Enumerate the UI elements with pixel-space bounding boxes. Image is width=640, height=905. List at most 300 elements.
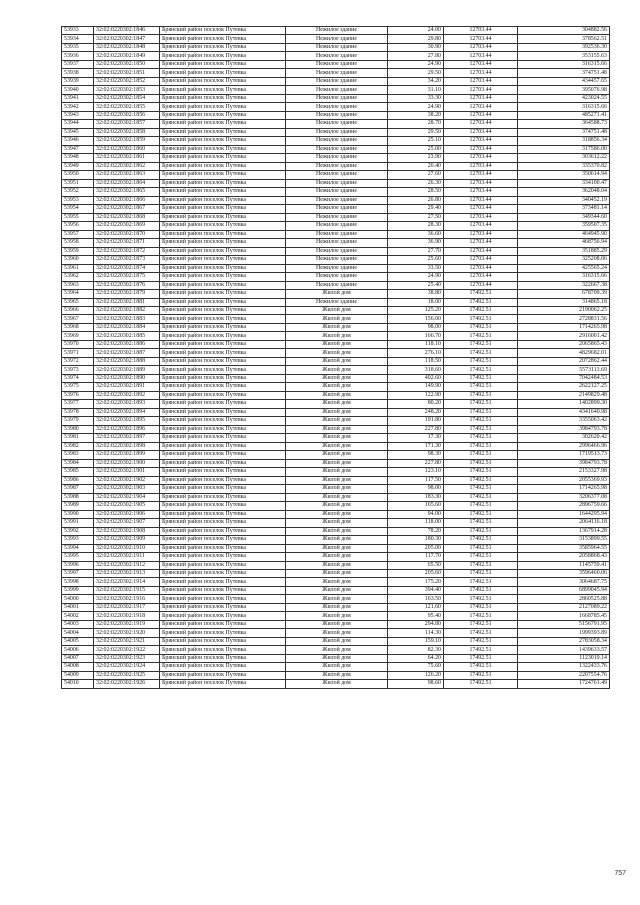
row-number-cell: 53994 <box>62 544 94 552</box>
cadastral-number-cell: 32:02:0220302:1910 <box>94 544 160 552</box>
address-cell: Брянский район поселок Путевка <box>160 612 286 620</box>
table-row <box>62 544 610 552</box>
area-cell: 159.10 <box>388 637 444 645</box>
object-type-cell: Нежилое здание <box>286 213 388 221</box>
object-type-cell: Нежилое здание <box>286 111 388 119</box>
area-cell: 28.50 <box>388 188 444 196</box>
table-row <box>62 137 610 145</box>
cadastral-value-cell: 374751.48 <box>518 69 610 77</box>
table-row <box>62 637 610 645</box>
row-number-cell: 53986 <box>62 476 94 484</box>
cadastral-number-cell: 32:02:0220302:1913 <box>94 570 160 578</box>
table-row <box>62 374 610 382</box>
address-cell: Брянский район поселок Путевка <box>160 366 286 374</box>
cadastral-number-cell: 32:02:0220302:1924 <box>94 663 160 671</box>
object-type-cell: Жилой дом <box>286 680 388 688</box>
cadastral-number-cell: 32:02:0220302:1882 <box>94 306 160 314</box>
address-cell: Брянский район поселок Путевка <box>160 442 286 450</box>
row-number-cell: 53995 <box>62 553 94 561</box>
area-cell: 25.60 <box>388 256 444 264</box>
row-number-cell: 53937 <box>62 60 94 68</box>
cadastral-value-cell: 2728831.56 <box>518 315 610 323</box>
object-type-cell: Нежилое здание <box>286 145 388 153</box>
cadastral-value-cell: 350614.94 <box>518 171 610 179</box>
unit-value-cell: 12703.44 <box>444 94 518 102</box>
area-cell: 94.00 <box>388 510 444 518</box>
cadastral-value-cell: 464945.90 <box>518 230 610 238</box>
unit-value-cell: 17492.51 <box>444 374 518 382</box>
cadastral-value-cell: 2064116.18 <box>518 519 610 527</box>
cadastral-value-cell: 1644295.94 <box>518 510 610 518</box>
cadastral-number-cell: 32:02:0220302:1907 <box>94 519 160 527</box>
row-number-cell: 53946 <box>62 137 94 145</box>
object-type-cell: Жилой дом <box>286 340 388 348</box>
area-cell: 27.50 <box>388 213 444 221</box>
area-cell: 180.30 <box>388 536 444 544</box>
cadastral-value-cell: 303612.22 <box>518 154 610 162</box>
table-row <box>62 510 610 518</box>
cadastral-number-cell: 32:02:0220302:1886 <box>94 340 160 348</box>
table-row <box>62 213 610 221</box>
cadastral-number-cell: 32:02:0220302:1925 <box>94 671 160 679</box>
address-cell: Брянский район поселок Путевка <box>160 230 286 238</box>
page-number: 757 <box>614 870 626 877</box>
table-row <box>62 103 610 111</box>
unit-value-cell: 17492.51 <box>444 459 518 467</box>
row-number-cell: 53964 <box>62 290 94 298</box>
area-cell: 294.80 <box>388 620 444 628</box>
cadastral-value-cell: 340452.19 <box>518 196 610 204</box>
table-row <box>62 323 610 331</box>
row-number-cell: 54000 <box>62 595 94 603</box>
cadastral-value-cell: 4341640.98 <box>518 408 610 416</box>
row-number-cell: 53980 <box>62 425 94 433</box>
row-number-cell: 53944 <box>62 120 94 128</box>
unit-value-cell: 17492.51 <box>444 544 518 552</box>
area-cell: 118.00 <box>388 519 444 527</box>
cadastral-value-cell: 2058868.43 <box>518 553 610 561</box>
table-row <box>62 595 610 603</box>
object-type-cell: Жилой дом <box>286 476 388 484</box>
table-row <box>62 612 610 620</box>
unit-value-cell: 17492.51 <box>444 519 518 527</box>
address-cell: Брянский район поселок Путевка <box>160 459 286 467</box>
row-number-cell: 53993 <box>62 536 94 544</box>
cadastral-value-cell: 364588.73 <box>518 120 610 128</box>
address-cell: Брянский район поселок Путевка <box>160 485 286 493</box>
row-number-cell: 53978 <box>62 408 94 416</box>
row-number-cell: 54003 <box>62 620 94 628</box>
cadastral-number-cell: 32:02:0220302:1879 <box>94 290 160 298</box>
table-row <box>62 340 610 348</box>
area-cell: 114.30 <box>388 629 444 637</box>
address-cell: Брянский район поселок Путевка <box>160 239 286 247</box>
table-row <box>62 179 610 187</box>
address-cell: Брянский район поселок Путевка <box>160 400 286 408</box>
cadastral-number-cell: 32:02:0220302:1898 <box>94 442 160 450</box>
address-cell: Брянский район поселок Путевка <box>160 637 286 645</box>
unit-value-cell: 12703.44 <box>444 162 518 170</box>
area-cell: 27.70 <box>388 247 444 255</box>
unit-value-cell: 17492.51 <box>444 595 518 603</box>
cadastral-number-cell: 32:02:0220302:1906 <box>94 510 160 518</box>
row-number-cell: 53970 <box>62 340 94 348</box>
cadastral-number-cell: 32:02:0220302:1917 <box>94 603 160 611</box>
table-row <box>62 493 610 501</box>
table-row <box>62 120 610 128</box>
cadastral-number-cell: 32:02:0220302:1922 <box>94 646 160 654</box>
area-cell: 23.90 <box>388 154 444 162</box>
cadastral-number-cell: 32:02:0220302:1903 <box>94 485 160 493</box>
area-cell: 98.60 <box>388 680 444 688</box>
address-cell: Брянский район поселок Путевка <box>160 247 286 255</box>
table-row <box>62 357 610 365</box>
cadastral-number-cell: 32:02:0220302:1854 <box>94 94 160 102</box>
cadastral-number-cell: 32:02:0220302:1851 <box>94 69 160 77</box>
cadastral-number-cell: 32:02:0220302:1902 <box>94 476 160 484</box>
address-cell: Брянский район поселок Путевка <box>160 620 286 628</box>
cadastral-number-cell: 32:02:0220302:1849 <box>94 52 160 60</box>
area-cell: 26.80 <box>388 196 444 204</box>
object-type-cell: Жилой дом <box>286 357 388 365</box>
cadastral-number-cell: 32:02:0220302:1846 <box>94 27 160 35</box>
cadastral-value-cell: 1402899.30 <box>518 400 610 408</box>
row-number-cell: 53939 <box>62 77 94 85</box>
table-row <box>62 77 610 85</box>
address-cell: Брянский район поселок Путевка <box>160 94 286 102</box>
area-cell: 29.50 <box>388 128 444 136</box>
cadastral-number-cell: 32:02:0220302:1894 <box>94 408 160 416</box>
area-cell: 125.20 <box>388 306 444 314</box>
object-type-cell: Жилой дом <box>286 646 388 654</box>
unit-value-cell: 17492.51 <box>444 451 518 459</box>
object-type-cell: Жилой дом <box>286 654 388 662</box>
table-row <box>62 553 610 561</box>
address-cell: Брянский район поселок Путевка <box>160 510 286 518</box>
area-cell: 27.80 <box>388 52 444 60</box>
cadastral-value-cell: 304882.56 <box>518 27 610 35</box>
cadastral-value-cell: 1123019.14 <box>518 654 610 662</box>
unit-value-cell: 12703.44 <box>444 111 518 119</box>
table-row <box>62 519 610 527</box>
cadastral-value-cell: 3984793.78 <box>518 425 610 433</box>
cadastral-value-cell: 3064687.75 <box>518 578 610 586</box>
unit-value-cell: 17492.51 <box>444 502 518 510</box>
area-cell: 29.50 <box>388 69 444 77</box>
cadastral-number-cell: 32:02:0220302:1901 <box>94 468 160 476</box>
cadastral-value-cell: 468756.94 <box>518 239 610 247</box>
object-type-cell: Жилой дом <box>286 612 388 620</box>
unit-value-cell: 12703.44 <box>444 52 518 60</box>
object-type-cell: Жилой дом <box>286 434 388 442</box>
area-cell: 65.50 <box>388 561 444 569</box>
row-number-cell: 54010 <box>62 680 94 688</box>
cadastral-number-cell: 32:02:0220302:1888 <box>94 357 160 365</box>
object-type-cell: Жилой дом <box>286 536 388 544</box>
table-row <box>62 586 610 594</box>
table-row <box>62 145 610 153</box>
cadastral-value-cell: 678709.39 <box>518 290 610 298</box>
unit-value-cell: 12703.44 <box>444 213 518 221</box>
address-cell: Брянский район поселок Путевка <box>160 451 286 459</box>
area-cell: 36.90 <box>388 239 444 247</box>
cadastral-value-cell: 373481.14 <box>518 205 610 213</box>
cadastral-number-cell: 32:02:0220302:1892 <box>94 391 160 399</box>
area-cell: 183.30 <box>388 493 444 501</box>
row-number-cell: 53997 <box>62 570 94 578</box>
object-type-cell: Жилой дом <box>286 502 388 510</box>
cadastral-number-cell: 32:02:0220302:1874 <box>94 264 160 272</box>
row-number-cell: 53974 <box>62 374 94 382</box>
cadastral-number-cell: 32:02:0220302:1853 <box>94 86 160 94</box>
row-number-cell: 53933 <box>62 27 94 35</box>
cadastral-value-cell: 3585964.55 <box>518 544 610 552</box>
object-type-cell: Жилой дом <box>286 553 388 561</box>
area-cell: 117.50 <box>388 476 444 484</box>
table-row <box>62 349 610 357</box>
cadastral-number-cell: 32:02:0220302:1875 <box>94 273 160 281</box>
object-type-cell: Нежилое здание <box>286 120 388 128</box>
table-row <box>62 383 610 391</box>
cadastral-number-cell: 32:02:0220302:1920 <box>94 629 160 637</box>
area-cell: 24.90 <box>388 60 444 68</box>
cadastral-value-cell: 2916001.42 <box>518 332 610 340</box>
object-type-cell: Жилой дом <box>286 383 388 391</box>
address-cell: Брянский район поселок Путевка <box>160 196 286 204</box>
object-type-cell: Жилой дом <box>286 510 388 518</box>
cadastral-value-cell: 2065865.43 <box>518 340 610 348</box>
row-number-cell: 53976 <box>62 391 94 399</box>
cadastral-number-cell: 32:02:0220302:1852 <box>94 77 160 85</box>
object-type-cell: Нежилое здание <box>286 103 388 111</box>
cadastral-number-cell: 32:02:0220302:1914 <box>94 578 160 586</box>
table-row <box>62 154 610 162</box>
cadastral-value-cell: 5573113.69 <box>518 366 610 374</box>
area-cell: 28.30 <box>388 222 444 230</box>
row-number-cell: 53947 <box>62 145 94 153</box>
cadastral-value-cell: 325208.06 <box>518 256 610 264</box>
area-cell: 33.30 <box>388 94 444 102</box>
address-cell: Брянский район поселок Путевка <box>160 179 286 187</box>
unit-value-cell: 17492.51 <box>444 578 518 586</box>
table-row <box>62 570 610 578</box>
address-cell: Брянский район поселок Путевка <box>160 162 286 170</box>
cadastral-number-cell: 32:02:0220302:1897 <box>94 434 160 442</box>
unit-value-cell: 12703.44 <box>444 27 518 35</box>
address-cell: Брянский район поселок Путевка <box>160 391 286 399</box>
object-type-cell: Нежилое здание <box>286 60 388 68</box>
address-cell: Брянский район поселок Путевка <box>160 35 286 43</box>
area-cell: 33.50 <box>388 264 444 272</box>
object-type-cell: Жилой дом <box>286 425 388 433</box>
table-row <box>62 502 610 510</box>
area-cell: 318.60 <box>388 366 444 374</box>
unit-value-cell: 17492.51 <box>444 527 518 535</box>
address-cell: Брянский район поселок Путевка <box>160 663 286 671</box>
cadastral-number-cell: 32:02:0220302:1873 <box>94 256 160 264</box>
table-row <box>62 646 610 654</box>
unit-value-cell: 17492.51 <box>444 315 518 323</box>
cadastral-value-cell: 2149829.48 <box>518 391 610 399</box>
unit-value-cell: 12703.44 <box>444 86 518 94</box>
table-row <box>62 162 610 170</box>
row-number-cell: 53996 <box>62 561 94 569</box>
address-cell: Брянский район поселок Путевка <box>160 43 286 51</box>
cadastral-value-cell: 1999393.89 <box>518 629 610 637</box>
address-cell: Брянский район поселок Путевка <box>160 349 286 357</box>
unit-value-cell: 17492.51 <box>444 425 518 433</box>
cadastral-number-cell: 32:02:0220302:1921 <box>94 637 160 645</box>
address-cell: Брянский район поселок Путевка <box>160 69 286 77</box>
table-row <box>62 128 610 136</box>
address-cell: Брянский район поселок Путевка <box>160 603 286 611</box>
unit-value-cell: 12703.44 <box>444 69 518 77</box>
row-number-cell: 53991 <box>62 519 94 527</box>
area-cell: 78.20 <box>388 527 444 535</box>
table-row <box>62 196 610 204</box>
address-cell: Брянский район поселок Путевка <box>160 103 286 111</box>
cadastral-number-cell: 32:02:0220302:1890 <box>94 374 160 382</box>
unit-value-cell: 12703.44 <box>444 77 518 85</box>
table-row <box>62 400 610 408</box>
cadastral-value-cell: 4829682.01 <box>518 349 610 357</box>
table-row <box>62 264 610 272</box>
area-cell: 402.60 <box>388 374 444 382</box>
cadastral-value-cell: 2055369.93 <box>518 476 610 484</box>
address-cell: Брянский район поселок Путевка <box>160 273 286 281</box>
area-cell: 28.70 <box>388 120 444 128</box>
area-cell: 166.70 <box>388 332 444 340</box>
cadastral-number-cell: 32:02:0220302:1923 <box>94 654 160 662</box>
cadastral-number-cell: 32:02:0220302:1881 <box>94 298 160 306</box>
area-cell: 248.20 <box>388 408 444 416</box>
table-row <box>62 663 610 671</box>
unit-value-cell: 17492.51 <box>444 340 518 348</box>
cadastral-number-cell: 32:02:0220302:1861 <box>94 154 160 162</box>
address-cell: Брянский район поселок Путевка <box>160 544 286 552</box>
cadastral-number-cell: 32:02:0220302:1870 <box>94 230 160 238</box>
row-number-cell: 53962 <box>62 273 94 281</box>
cadastral-value-table <box>61 26 610 689</box>
object-type-cell: Нежилое здание <box>286 196 388 204</box>
unit-value-cell: 12703.44 <box>444 188 518 196</box>
address-cell: Брянский район поселок Путевка <box>160 553 286 561</box>
unit-value-cell: 17492.51 <box>444 663 518 671</box>
area-cell: 26.40 <box>388 162 444 170</box>
address-cell: Брянский район поселок Путевка <box>160 111 286 119</box>
cadastral-value-cell: 2996466.96 <box>518 442 610 450</box>
table-row <box>62 408 610 416</box>
table-row <box>62 94 610 102</box>
address-cell: Брянский район поселок Путевка <box>160 145 286 153</box>
table-row <box>62 27 610 35</box>
row-number-cell: 53968 <box>62 323 94 331</box>
unit-value-cell: 17492.51 <box>444 290 518 298</box>
area-cell: 163.50 <box>388 595 444 603</box>
object-type-cell: Жилой дом <box>286 459 388 467</box>
address-cell: Брянский район поселок Путевка <box>160 256 286 264</box>
cadastral-value-cell: 2622127.25 <box>518 383 610 391</box>
row-number-cell: 54004 <box>62 629 94 637</box>
row-number-cell: 53975 <box>62 383 94 391</box>
object-type-cell: Нежилое здание <box>286 205 388 213</box>
cadastral-number-cell: 32:02:0220302:1866 <box>94 196 160 204</box>
object-type-cell: Нежилое здание <box>286 86 388 94</box>
table-row <box>62 35 610 43</box>
unit-value-cell: 17492.51 <box>444 671 518 679</box>
cadastral-number-cell: 32:02:0220302:1868 <box>94 213 160 221</box>
object-type-cell: Нежилое здание <box>286 154 388 162</box>
row-number-cell: 53982 <box>62 442 94 450</box>
cadastral-number-cell: 32:02:0220302:1884 <box>94 323 160 331</box>
object-type-cell: Жилой дом <box>286 374 388 382</box>
object-type-cell: Нежилое здание <box>286 264 388 272</box>
table-row <box>62 230 610 238</box>
table-row <box>62 451 610 459</box>
unit-value-cell: 17492.51 <box>444 349 518 357</box>
area-cell: 24.90 <box>388 103 444 111</box>
object-type-cell: Жилой дом <box>286 561 388 569</box>
address-cell: Брянский район поселок Путевка <box>160 654 286 662</box>
cadastral-value-cell: 374751.48 <box>518 128 610 136</box>
table-row <box>62 111 610 119</box>
cadastral-value-cell: 318856.34 <box>518 137 610 145</box>
table-row <box>62 332 610 340</box>
row-number-cell: 53942 <box>62 103 94 111</box>
table-row <box>62 476 610 484</box>
row-number-cell: 53954 <box>62 205 94 213</box>
area-cell: 24.00 <box>388 27 444 35</box>
object-type-cell: Жилой дом <box>286 417 388 425</box>
area-cell: 98.00 <box>388 485 444 493</box>
table-body <box>62 27 610 689</box>
cadastral-value-cell: 316315.66 <box>518 60 610 68</box>
address-cell: Брянский район поселок Путевка <box>160 290 286 298</box>
address-cell: Брянский район поселок Путевка <box>160 417 286 425</box>
address-cell: Брянский район поселок Путевка <box>160 561 286 569</box>
unit-value-cell: 17492.51 <box>444 536 518 544</box>
cadastral-value-cell: 334100.47 <box>518 179 610 187</box>
address-cell: Брянский район поселок Путевка <box>160 120 286 128</box>
unit-value-cell: 17492.51 <box>444 485 518 493</box>
object-type-cell: Жилой дом <box>286 306 388 314</box>
row-number-cell: 54008 <box>62 663 94 671</box>
address-cell: Брянский район поселок Путевка <box>160 188 286 196</box>
area-cell: 165.60 <box>388 502 444 510</box>
row-number-cell: 53959 <box>62 247 94 255</box>
table-row <box>62 391 610 399</box>
unit-value-cell: 12703.44 <box>444 128 518 136</box>
unit-value-cell: 12703.44 <box>444 281 518 289</box>
cadastral-number-cell: 32:02:0220302:1876 <box>94 281 160 289</box>
object-type-cell: Жилой дом <box>286 391 388 399</box>
unit-value-cell: 17492.51 <box>444 306 518 314</box>
cadastral-value-cell: 434457.65 <box>518 77 610 85</box>
address-cell: Брянский район поселок Путевка <box>160 680 286 688</box>
cadastral-number-cell: 32:02:0220302:1867 <box>94 205 160 213</box>
table-row <box>62 434 610 442</box>
row-number-cell: 53936 <box>62 52 94 60</box>
unit-value-cell: 12703.44 <box>444 179 518 187</box>
address-cell: Брянский район поселок Путевка <box>160 323 286 331</box>
object-type-cell: Нежилое здание <box>286 222 388 230</box>
object-type-cell: Нежилое здание <box>286 94 388 102</box>
row-number-cell: 54009 <box>62 671 94 679</box>
address-cell: Брянский район поселок Путевка <box>160 222 286 230</box>
row-number-cell: 53989 <box>62 502 94 510</box>
row-number-cell: 54001 <box>62 603 94 611</box>
object-type-cell: Жилой дом <box>286 519 388 527</box>
